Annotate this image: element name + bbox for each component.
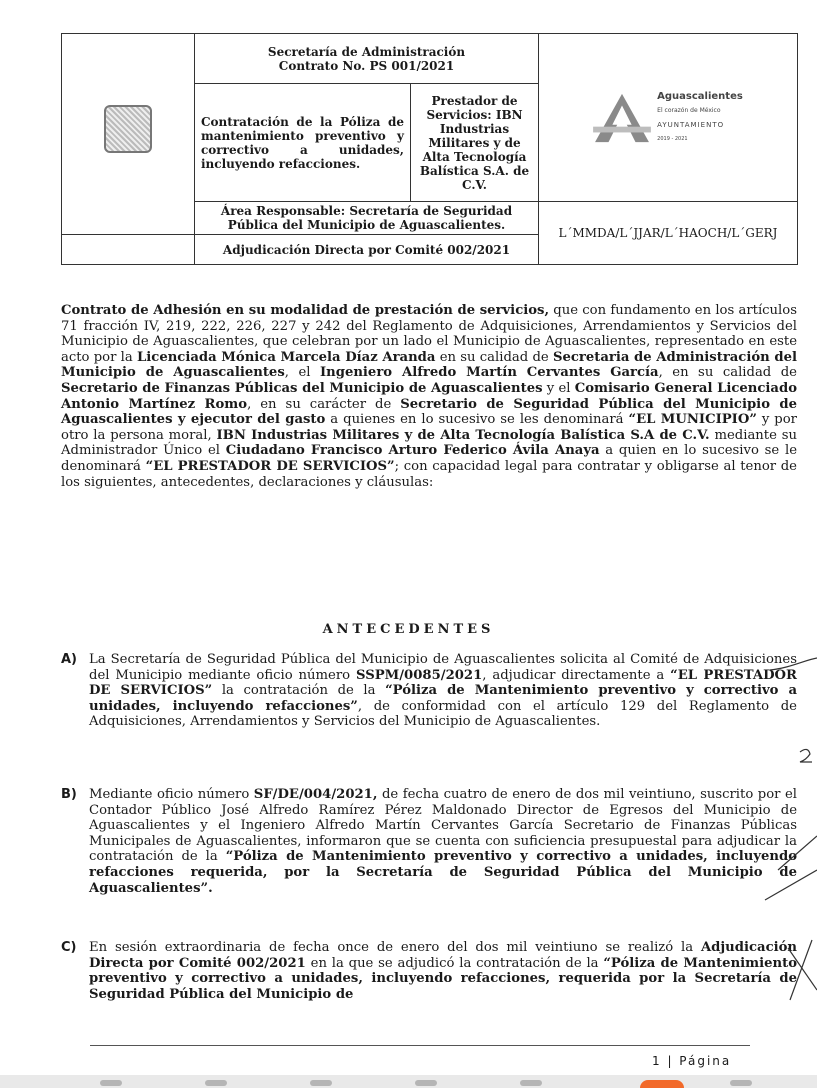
antecedente-b: B) Mediante oficio número SF/DE/004/2021, de fecha cuatro de enero de dos mil veintiuno, suscrito por el Contador Público José Alfredo Ramírez Pérez Maldonado Director de Egresos del Municipio de Aguascalientes y el Ingeniero Alfredo Martín Cervantes García Secretario de Finanzas Públicas Municipales de Aguascalientes, informaron que se cuenta con suficiencia presupuestal para adjudicar la contratación de la “Póliza de Mantenimiento preventivo y correctivo a unidades, incluyendo refacciones requerida, por la Secretaría de Seguridad Pública del Municipio de Aguascalientes”. <box>61 787 797 896</box>
secretaria-title: Secretaría de Administración <box>267 44 466 59</box>
antecedentes-heading: ANTECEDENTES <box>322 622 495 637</box>
municipal-seal-cell <box>62 34 195 235</box>
toolbar-active-button[interactable] <box>640 1080 684 1088</box>
header-title-cell <box>195 34 539 84</box>
toolbar-handle-3[interactable] <box>310 1080 332 1086</box>
responsible-area-cell: Área Responsable: Secretaría de Seguridad Pública del Municipio de Aguascalientes. <box>195 202 539 235</box>
page-number: 1 | Página <box>652 1054 732 1068</box>
ayuntamiento-logo-cell <box>539 34 798 202</box>
toolbar-handle-6[interactable] <box>730 1080 752 1086</box>
toolbar-handle-4[interactable] <box>415 1080 437 1086</box>
ayuntamiento-logo-text: Aguascalientes El corazón de México AYUNTAMIENTO 2019 - 2021 <box>657 90 743 142</box>
toolbar-handle-2[interactable] <box>205 1080 227 1086</box>
initials-cell: L´MMDA/L´JJAR/L´HAOCH/L´GERJ <box>539 202 798 265</box>
viewer-toolbar <box>0 1075 817 1088</box>
toolbar-handle-5[interactable] <box>520 1080 542 1086</box>
antecedente-a: A) La Secretaría de Seguridad Pública del Municipio de Aguascalientes solicita al Comité de Adquisiciones del Municipio mediante oficio número SSPM/0085/2021, adjudicar directamente a “EL PRESTADOR DE SERVICIOS” la contratación de la “Póliza de Mantenimiento preventivo y correctivo a unidades, incluyendo refacciones”, de conformidad con el artículo 129 del Reglamento de Adquisiciones, Arrendamientos y Servicios del Municipio de Aguascalientes. <box>61 652 797 730</box>
intro-paragraph: Contrato de Adhesión en su modalidad de prestación de servicios, que con fundamento en los artículos 71 fracción IV, 219, 222, 226, 227 y 242 del Reglamento de Adquisiciones, Arrendamientos y Servicios del Municipio de Aguascalientes, que celebran por un lado el Municipio de Aguascalientes, representado en este acto por la Licenciada Mónica Marcela Díaz Aranda en su calidad de Secretaria de Administración del Municipio de Aguascalientes, el Ingeniero Alfredo Martín Cervantes García, en su calidad de Secretario de Finanzas Públicas del Municipio de Aguascalientes y el Comisario General Licenciado Antonio Martínez Romo, en su carácter de Secretario de Seguridad Pública del Municipio de Aguascalientes y ejecutor del gasto a quienes en lo sucesivo se les denominará “EL MUNICIPIO” y por otro la persona moral, IBN Industrias Militares y de Alta Tecnología Balística S.A de C.V. mediante su Administrador Único el Ciudadano Francisco Arturo Federico Ávila Anaya a quien en lo sucesivo se le denominará “EL PRESTADOR DE SERVICIOS”; con capacidad legal para contratar y obligarse al tenor de los siguientes, antecedentes, declaraciones y cláusulas: <box>61 303 798 490</box>
contract-header-table <box>61 33 797 265</box>
aguascalientes-a-logo-icon <box>593 92 651 144</box>
toolbar-handle-1[interactable] <box>100 1080 122 1086</box>
municipal-seal-icon <box>104 105 152 153</box>
contract-object-cell: Contratación de la Póliza de mantenimiento preventivo y correctivo a unidades, incluyendo refacciones. <box>195 84 411 202</box>
contract-number: Contrato No. PS 001/2021 <box>278 58 455 73</box>
adjudication-cell: Adjudicación Directa por Comité 002/2021 <box>195 235 539 265</box>
service-provider-cell: Prestador de Servicios: IBN Industrias Militares y de Alta Tecnología Balística S.A. de C.V. <box>411 84 539 202</box>
antecedente-c: C) En sesión extraordinaria de fecha once de enero del dos mil veintiuno se realizó la Adjudicación Directa por Comité 002/2021 en la que se adjudicó la contratación de la “Póliza de Mantenimiento preventivo y correctivo a unidades, incluyendo refacciones, requerida por la Secretaría de Seguridad Pública del Municipio de <box>61 940 797 1002</box>
footer-divider <box>90 1045 750 1046</box>
seal-caption <box>68 157 188 164</box>
